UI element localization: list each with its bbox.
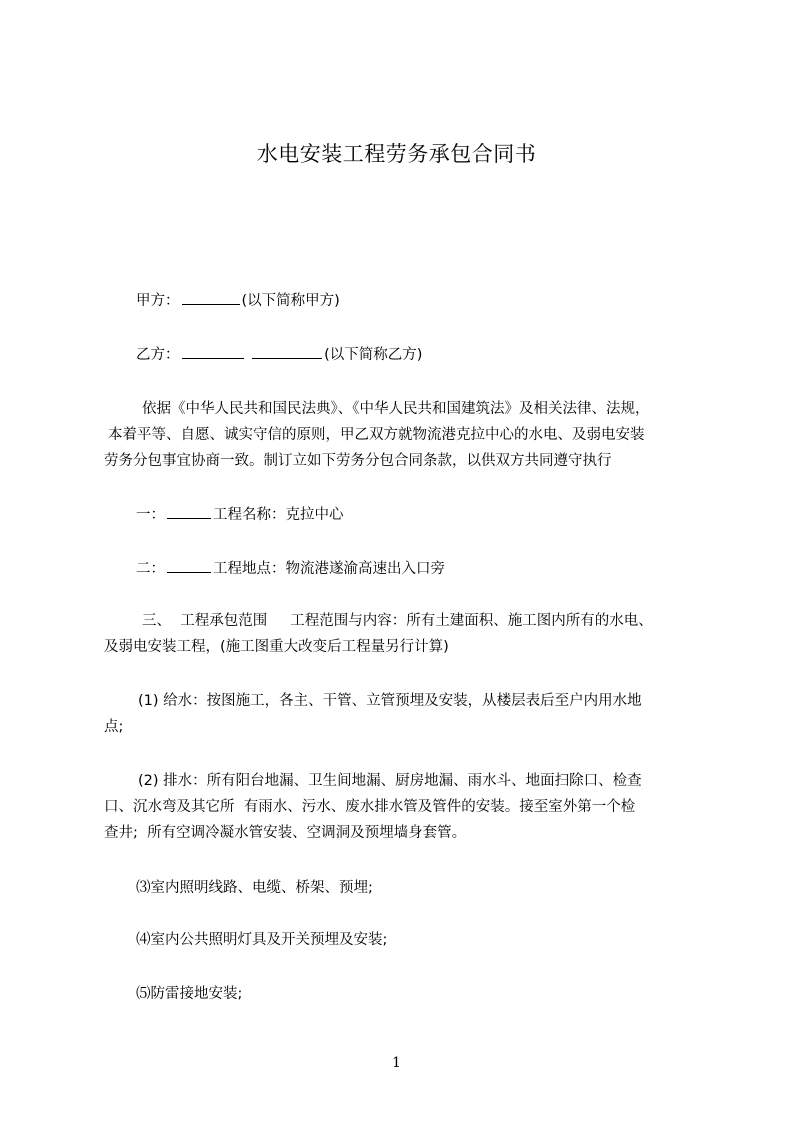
scope-3-line: ⑶室内照明线路、电缆、桥架、预埋;	[136, 880, 373, 896]
item-2-line	[136, 558, 445, 579]
party-b-label: 乙方：	[136, 347, 180, 363]
party-b-suffix: (以下简称乙方)	[324, 347, 423, 363]
scope-1-line-1: (1) 给水：按图施工，各主、干管、立管预埋及安装，从楼层表后至户内用水地	[138, 693, 642, 709]
party-a-suffix: (以下简称甲方)	[241, 293, 340, 309]
intro-line-3: 劳务分包事宜协商一致。制订立如下劳务分包合同条款，以供双方共同遵守执行	[104, 453, 612, 469]
scope-4-line: ⑷室内公共照明灯具及开关预埋及安装;	[136, 932, 388, 948]
party-b-blank-1	[182, 344, 244, 359]
item-2-text: 工程地点：物流港遂渝高速出入口旁	[213, 561, 445, 577]
scope-1-paragraph	[104, 688, 642, 740]
scope-5-line: ⑸防雷接地安装;	[136, 986, 243, 1002]
party-a-line	[136, 290, 340, 311]
item-2-blank	[167, 558, 211, 573]
item-1-blank	[167, 504, 211, 519]
item-1-line	[136, 504, 344, 525]
item-3-paragraph	[104, 608, 653, 660]
party-a-label: 甲方：	[136, 293, 180, 309]
scope-2-line-2: 口、沉水弯及其它所 有雨水、污水、废水排水管及管件的安装。接至室外第一个检	[104, 799, 636, 815]
item-1-text: 工程名称：克拉中心	[213, 507, 344, 523]
intro-line-1: 依据《中华人民共和国民法典》、《中华人民共和国建筑法》及相关法律、法规，	[142, 401, 650, 417]
page-number: 1	[392, 1055, 401, 1071]
scope-1-line-2: 点;	[104, 719, 124, 735]
scope-2-paragraph	[104, 768, 642, 846]
item-2-prefix: 二：	[136, 561, 165, 577]
intro-paragraph	[104, 396, 650, 474]
item-1-prefix: 一：	[136, 507, 165, 523]
item-3-line-1: 三、 工程承包范围 工程范围与内容：所有土建面积、施工图内所有的水电、	[142, 613, 653, 629]
party-b-line	[136, 344, 422, 365]
document-title: 水电安装工程劳务承包合同书	[256, 142, 537, 166]
scope-2-line-1: (2) 排水：所有阳台地漏、卫生间地漏、厨房地漏、雨水斗、地面扫除口、检查	[138, 773, 642, 789]
scope-2-line-3: 查井; 所有空调冷凝水管安装、空调洞及预埋墙身套管。	[104, 825, 467, 841]
party-b-blank-2	[252, 344, 322, 359]
intro-line-2: 本着平等、自愿、诚实守信的原则，甲乙双方就物流港克拉中心的水电、及弱电安装	[108, 427, 645, 443]
item-3-line-2: 及弱电安装工程，(施工图重大改变后工程量另行计算)	[104, 639, 449, 655]
party-a-blank	[182, 290, 240, 305]
